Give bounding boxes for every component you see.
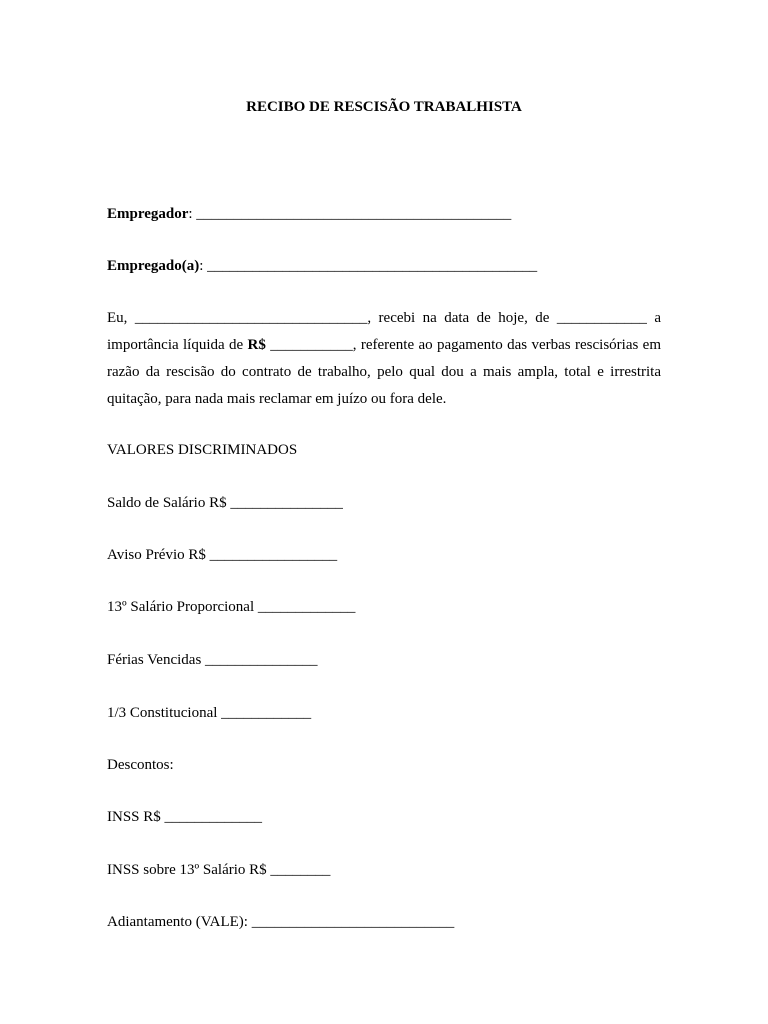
- employer-label: Empregador: [107, 206, 189, 222]
- declaration-paragraph: [107, 309, 661, 417]
- item-saldo-salario: Saldo de Salário R$ _______________: [107, 495, 343, 511]
- discount-inss: INSS R$ _____________: [107, 809, 263, 825]
- item-decimo-terceiro: 13º Salário Proporcional _____________: [107, 599, 356, 615]
- item-aviso-previo: Aviso Prévio R$ _________________: [107, 547, 338, 563]
- item-terco-constitucional: 1/3 Constitucional ____________: [107, 705, 312, 721]
- paragraph-line-3: razão da rescisão do contrato de trabalho, pelo qual dou a mais ampla, total e irrestrita: [107, 364, 661, 380]
- values-heading: VALORES DISCRIMINADOS: [107, 442, 298, 458]
- document-title: RECIBO DE RESCISÃO TRABALHISTA: [246, 99, 522, 115]
- item-ferias-vencidas: Férias Vencidas _______________: [107, 652, 318, 668]
- paragraph-line-1: Eu, _______________________________, recebi na data de hoje, de ____________ a: [107, 310, 661, 326]
- discount-inss-13: INSS sobre 13º Salário R$ ________: [107, 862, 331, 878]
- employer-line: [107, 205, 661, 223]
- employee-field: : ____________________________________________: [199, 258, 538, 274]
- employee-line: [107, 257, 661, 275]
- employee-label: Empregado(a): [107, 258, 200, 274]
- paragraph-line-2: [107, 336, 661, 363]
- currency-symbol: R$: [247, 337, 266, 353]
- discount-adiantamento: Adiantamento (VALE): ___________________________: [107, 914, 455, 930]
- discounts-heading: Descontos:: [107, 757, 174, 773]
- paragraph-line-4: quitação, para nada mais reclamar em juízo ou fora dele.: [107, 391, 447, 407]
- paragraph-line-2-start: importância líquida de: [107, 337, 248, 353]
- employer-field: : __________________________________________: [188, 206, 512, 222]
- paragraph-line-2-end: ___________, referente ao pagamento das verbas rescisórias em: [265, 337, 661, 353]
